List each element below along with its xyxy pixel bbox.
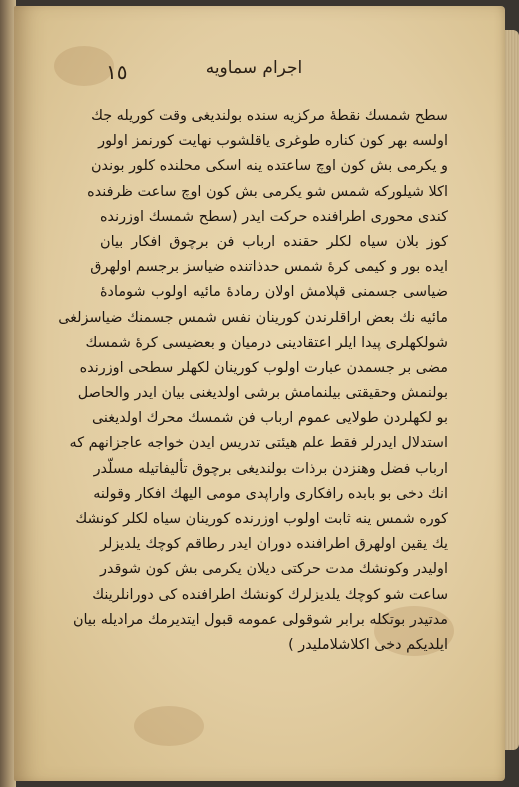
text-line: شولكهلرى پيدا ايلر اعتقادينى درميان و بعضيسى كرهٔ شمسك — [85, 334, 448, 351]
text-line: مائيه نك بعض اراقلرندن كورينان نفس شمس جسمنك ضياسزلغى — [58, 309, 448, 326]
foxing-stain — [134, 706, 204, 746]
text-line: ايلديكم دخى اكلاشلامليدر ) — [288, 636, 448, 653]
text-line: ضياسى جسمنى قپلامش اولان رمادهٔ مائيه اولوب شومادهٔ — [100, 284, 448, 301]
text-line: و يكرمى بش كون اوچ ساعتده ينه اسكى محلنده كلور بوندن — [90, 158, 448, 175]
text-line: مضى بر جسمدن عبارت اولوب كورينان لكهلر سطحى اوزرنده — [79, 359, 448, 376]
text-line: اكلا شيلوركه شمس شو يكرمى بش كون اوچ ساعت ظرفنده — [87, 183, 448, 200]
page-stack-edge — [505, 30, 519, 750]
text-block — [58, 104, 448, 658]
text-line: سطح شمسك نقطهٔ مركزيه سنده بولنديغى وقت كوريله جك — [91, 108, 448, 124]
text-line: انك دخى بو بابده رافكارى واراپدى مومى اليهك افكار وقولنه — [93, 485, 448, 502]
text-line: ساعت شو كوچك يلديزلرك كونشك اطرافنده كى دورانلرينك — [92, 586, 448, 603]
text-line: كوز بلان سياه لكلر حقنده ارباب فن برچوق افكار بيان — [100, 233, 448, 250]
page-number: ١٥ — [106, 60, 128, 84]
text-line: مدتيدر بوتكله برابر شوقولى عمومه قبول ايتديرمك مراديله بيان — [72, 611, 448, 628]
text-line: بو لكهلردن طولايى عموم ارباب فن شمسك محرك اولديغنى — [91, 410, 448, 427]
text-line: كوره شمس ينه ثابت اولوب اوزرنده كورينان سياه لكلر كونشك — [75, 511, 448, 527]
text-line: اوليدر وكونشك مدت حركتى ديلان يكرمى بش كون شوقدر — [100, 561, 448, 578]
text-line: كندى محورى اطرافنده حركت ايدر (سطح شمسك اوزرنده — [100, 208, 448, 225]
text-line: ايده بور و كيمى كرهٔ شمس حدذاتنده ضياسز برجسم اولهرق — [90, 259, 448, 276]
text-line: بولنمش وحقيقتى بيلنمامش برشى اولديغنى بيان ايدر والحاصل — [77, 385, 448, 402]
book-page — [14, 6, 505, 781]
text-line: استدلال ايدرلر فقط علم هيئتى تدريس ايدن خواجه عاجزانهم كه — [69, 435, 448, 452]
text-line: ارباب فضل وهنزدن برذات بولنديغى برچوق تأليفاتيله مسلّدر — [93, 460, 448, 477]
text-line: اولسه بهر كون كناره طوغرى ياقلشوب نهايت كورنمز اولور — [98, 133, 448, 150]
running-title: اجرام سماويه — [205, 58, 303, 78]
text-line: يك يقين اولهرق اطرافنده دوران ايدر رطاقم كوچك يلديزلر — [100, 536, 448, 553]
page-header — [14, 58, 505, 88]
